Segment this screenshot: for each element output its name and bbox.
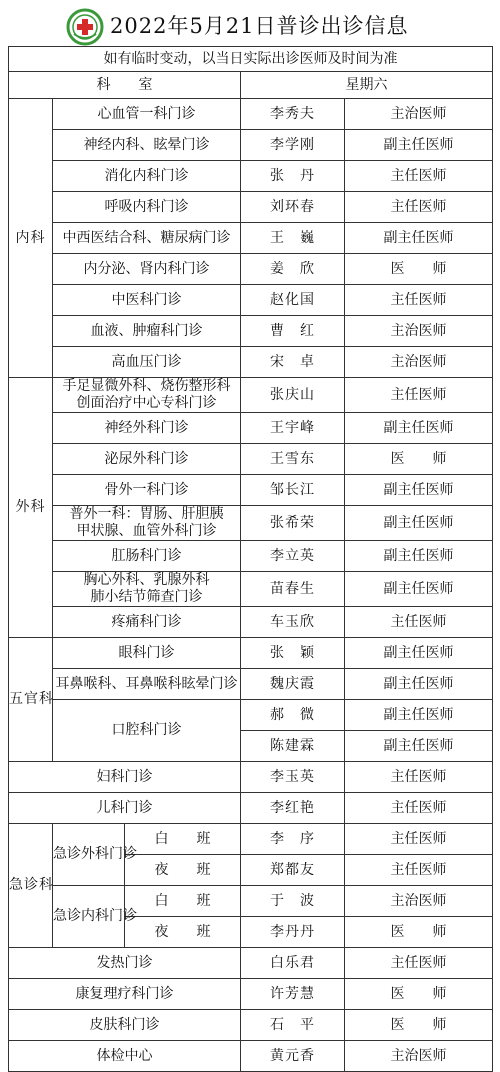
title-cell: 主治医师 <box>345 886 493 917</box>
title-cell: 主治医师 <box>345 347 493 378</box>
dept-wuguanke: 五官科 <box>9 638 53 762</box>
doctor-cell: 苗春生 <box>241 572 345 607</box>
header-day: 星期六 <box>241 72 493 99</box>
table-row <box>9 347 493 378</box>
clinic-cell: 神经外科门诊 <box>53 413 241 444</box>
doctor-cell: 张庆山 <box>241 378 345 413</box>
doctor-cell: 李秀夫 <box>241 99 345 130</box>
table-row <box>9 979 493 1010</box>
hospital-logo-icon <box>66 8 104 46</box>
table-row <box>9 192 493 223</box>
clinic-cell: 急诊外科门诊 <box>53 824 125 886</box>
title-cell: 主任医师 <box>345 793 493 824</box>
page-header <box>0 0 500 44</box>
title-cell: 主任医师 <box>345 378 493 413</box>
title-cell: 主任医师 <box>345 285 493 316</box>
table-row <box>9 700 493 731</box>
shift-cell: 白 班 <box>125 824 241 855</box>
doctor-cell: 张 丹 <box>241 161 345 192</box>
doctor-cell: 李丹丹 <box>241 917 345 948</box>
clinic-cell: 中医科门诊 <box>53 285 241 316</box>
doctor-cell: 魏庆霞 <box>241 669 345 700</box>
clinic-cell: 耳鼻喉科、耳鼻喉科眩晕门诊 <box>53 669 241 700</box>
title-cell: 副主任医师 <box>345 541 493 572</box>
doctor-cell: 许芳慧 <box>241 979 345 1010</box>
table-row <box>9 541 493 572</box>
title-cell: 医 师 <box>345 1010 493 1041</box>
table-row <box>9 223 493 254</box>
clinic-cell: 眼科门诊 <box>53 638 241 669</box>
table-row <box>9 130 493 161</box>
title-cell: 主治医师 <box>345 316 493 347</box>
title-cell: 主任医师 <box>345 948 493 979</box>
clinic-cell: 中西医结合科、糖尿病门诊 <box>53 223 241 254</box>
clinic-cell: 手足显微外科、烧伤整形科 创面治疗中心专科门诊 <box>53 378 241 413</box>
table-row <box>9 886 493 917</box>
doctor-cell: 姜 欣 <box>241 254 345 285</box>
title-cell: 副主任医师 <box>345 506 493 541</box>
doctor-cell: 李 序 <box>241 824 345 855</box>
clinic-cell: 消化内科门诊 <box>53 161 241 192</box>
title-cell: 主任医师 <box>345 762 493 793</box>
title-cell: 副主任医师 <box>345 572 493 607</box>
title-cell: 主治医师 <box>345 1041 493 1072</box>
doctor-cell: 李红艳 <box>241 793 345 824</box>
clinic-cell: 急诊内科门诊 <box>53 886 125 948</box>
table-row <box>9 413 493 444</box>
clinic-cell: 呼吸内科门诊 <box>53 192 241 223</box>
clinic-cell: 皮肤科门诊 <box>9 1010 241 1041</box>
title-cell: 主任医师 <box>345 161 493 192</box>
notice-row <box>9 47 493 72</box>
clinic-cell: 内分泌、肾内科门诊 <box>53 254 241 285</box>
table-row <box>9 475 493 506</box>
table-row <box>9 572 493 607</box>
table-row <box>9 285 493 316</box>
doctor-cell: 李学刚 <box>241 130 345 161</box>
doctor-cell: 王 巍 <box>241 223 345 254</box>
table-row <box>9 669 493 700</box>
doctor-cell: 白乐君 <box>241 948 345 979</box>
title-cell: 医 师 <box>345 254 493 285</box>
doctor-cell: 石 平 <box>241 1010 345 1041</box>
title-cell: 副主任医师 <box>345 638 493 669</box>
table-row <box>9 161 493 192</box>
doctor-cell: 邹长江 <box>241 475 345 506</box>
title-cell: 副主任医师 <box>345 130 493 161</box>
clinic-cell: 康复理疗科门诊 <box>9 979 241 1010</box>
clinic-cell: 疼痛科门诊 <box>53 607 241 638</box>
doctor-cell: 李立英 <box>241 541 345 572</box>
title-cell: 主任医师 <box>345 192 493 223</box>
title-cell: 主任医师 <box>345 607 493 638</box>
table-row <box>9 506 493 541</box>
table-row <box>9 99 493 130</box>
clinic-cell: 泌尿外科门诊 <box>53 444 241 475</box>
doctor-cell: 郑都友 <box>241 855 345 886</box>
clinic-cell: 高血压门诊 <box>53 347 241 378</box>
title-cell: 副主任医师 <box>345 669 493 700</box>
table-row <box>9 254 493 285</box>
clinic-cell: 血液、肿瘤科门诊 <box>53 316 241 347</box>
doctor-cell: 王雪东 <box>241 444 345 475</box>
clinic-cell: 口腔科门诊 <box>53 700 241 762</box>
doctor-cell: 张 颖 <box>241 638 345 669</box>
schedule-body <box>9 47 493 1072</box>
table-row <box>9 762 493 793</box>
clinic-cell: 肛肠科门诊 <box>53 541 241 572</box>
table-row <box>9 378 493 413</box>
table-row <box>9 948 493 979</box>
shift-cell: 白 班 <box>125 886 241 917</box>
shift-cell: 夜 班 <box>125 855 241 886</box>
doctor-cell: 张希荣 <box>241 506 345 541</box>
table-row <box>9 638 493 669</box>
doctor-cell: 黄元香 <box>241 1041 345 1072</box>
dept-jizhen: 急诊科 <box>9 824 53 948</box>
clinic-cell: 妇科门诊 <box>9 762 241 793</box>
title-cell: 副主任医师 <box>345 475 493 506</box>
clinic-cell: 儿科门诊 <box>9 793 241 824</box>
doctor-cell: 曹 红 <box>241 316 345 347</box>
table-row <box>9 316 493 347</box>
clinic-cell: 胸心外科、乳腺外科 肺小结节筛查门诊 <box>53 572 241 607</box>
title-cell: 主任医师 <box>345 824 493 855</box>
notice-text: 如有临时变动，以当日实际出诊医师及时间为准 <box>9 47 493 72</box>
clinic-cell: 神经内科、眩晕门诊 <box>53 130 241 161</box>
doctor-cell: 于 波 <box>241 886 345 917</box>
shift-cell: 夜 班 <box>125 917 241 948</box>
title-cell: 医 师 <box>345 917 493 948</box>
title-cell: 主任医师 <box>345 855 493 886</box>
title-cell: 副主任医师 <box>345 700 493 731</box>
table-row <box>9 1041 493 1072</box>
doctor-cell: 赵化国 <box>241 285 345 316</box>
dept-waike: 外科 <box>9 378 53 638</box>
page-title: 2022年5月21日普诊出诊信息 <box>110 14 409 38</box>
doctor-cell: 刘环春 <box>241 192 345 223</box>
doctor-cell: 宋 卓 <box>241 347 345 378</box>
doctor-cell: 郝 微 <box>241 700 345 731</box>
title-cell: 医 师 <box>345 444 493 475</box>
clinic-cell: 心血管一科门诊 <box>53 99 241 130</box>
clinic-cell: 发热门诊 <box>9 948 241 979</box>
dept-neike: 内科 <box>9 99 53 378</box>
table-row <box>9 824 493 855</box>
doctor-cell: 陈建霖 <box>241 731 345 762</box>
title-cell: 医 师 <box>345 979 493 1010</box>
title-cell: 主治医师 <box>345 99 493 130</box>
table-row <box>9 1010 493 1041</box>
doctor-cell: 车玉欣 <box>241 607 345 638</box>
table-row <box>9 793 493 824</box>
table-row <box>9 607 493 638</box>
clinic-cell: 骨外一科门诊 <box>53 475 241 506</box>
doctor-cell: 王宇峰 <box>241 413 345 444</box>
schedule-table <box>8 46 493 1072</box>
clinic-cell: 体检中心 <box>9 1041 241 1072</box>
header-department: 科 室 <box>9 72 241 99</box>
title-cell: 副主任医师 <box>345 223 493 254</box>
clinic-cell: 普外一科：胃肠、肝胆胰 甲状腺、血管外科门诊 <box>53 506 241 541</box>
table-row <box>9 444 493 475</box>
title-cell: 副主任医师 <box>345 731 493 762</box>
title-cell: 副主任医师 <box>345 413 493 444</box>
doctor-cell: 李玉英 <box>241 762 345 793</box>
header-row <box>9 72 493 99</box>
